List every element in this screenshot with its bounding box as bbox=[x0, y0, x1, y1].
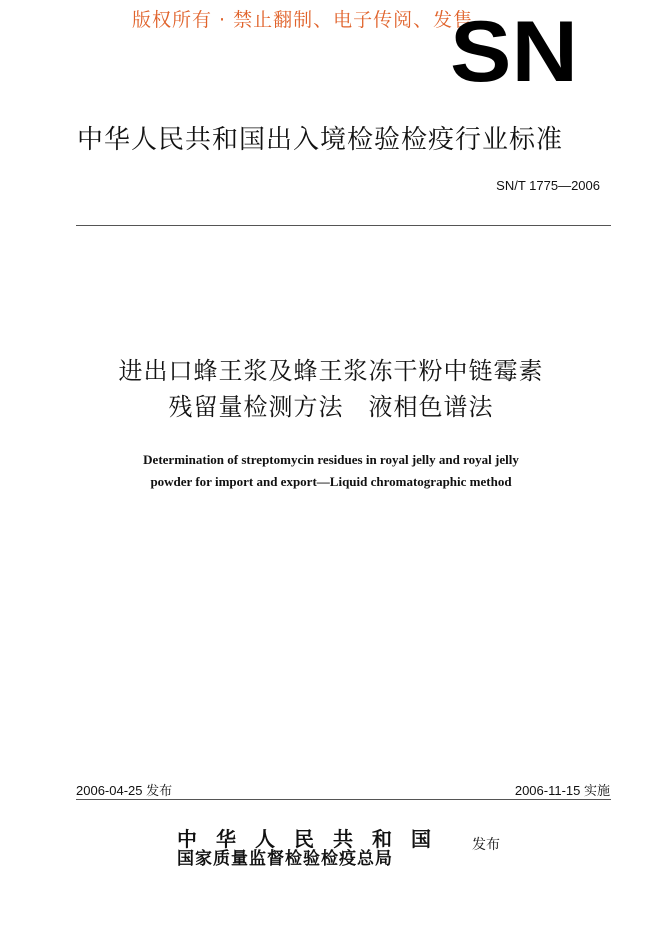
standard-number: SN/T 1775—2006 bbox=[496, 178, 600, 193]
top-divider bbox=[76, 225, 611, 226]
issuer-agency: 国家质量监督检验检疫总局 bbox=[177, 849, 393, 869]
implementation-date: 2006-11-15 实施 bbox=[514, 783, 610, 798]
copyright-watermark: 版权所有 · 禁止翻制、电子传阅、发售 bbox=[132, 9, 474, 31]
issue-date: 2006-04-25 发布 bbox=[76, 783, 173, 798]
chinese-title-line-1: 进出口蜂王浆及蜂王浆冻干粉中链霉素 bbox=[118, 357, 544, 385]
english-title-line-2: powder for import and export—Liquid chromatographic method bbox=[150, 474, 512, 489]
english-title-line-1: Determination of streptomycin residues in royal jelly and royal jelly bbox=[143, 452, 519, 467]
sn-logo-text: SN bbox=[450, 17, 578, 89]
sn-logo bbox=[449, 17, 579, 89]
bottom-divider bbox=[76, 799, 611, 800]
publish-label: 发布 bbox=[472, 837, 500, 853]
issuer-country: 中华人民共和国 bbox=[177, 827, 450, 851]
issuing-authority-title: 中华人民共和国出入境检验检疫行业标准 bbox=[77, 125, 564, 155]
chinese-title-line-2: 残留量检测方法 液相色谱法 bbox=[168, 393, 494, 421]
